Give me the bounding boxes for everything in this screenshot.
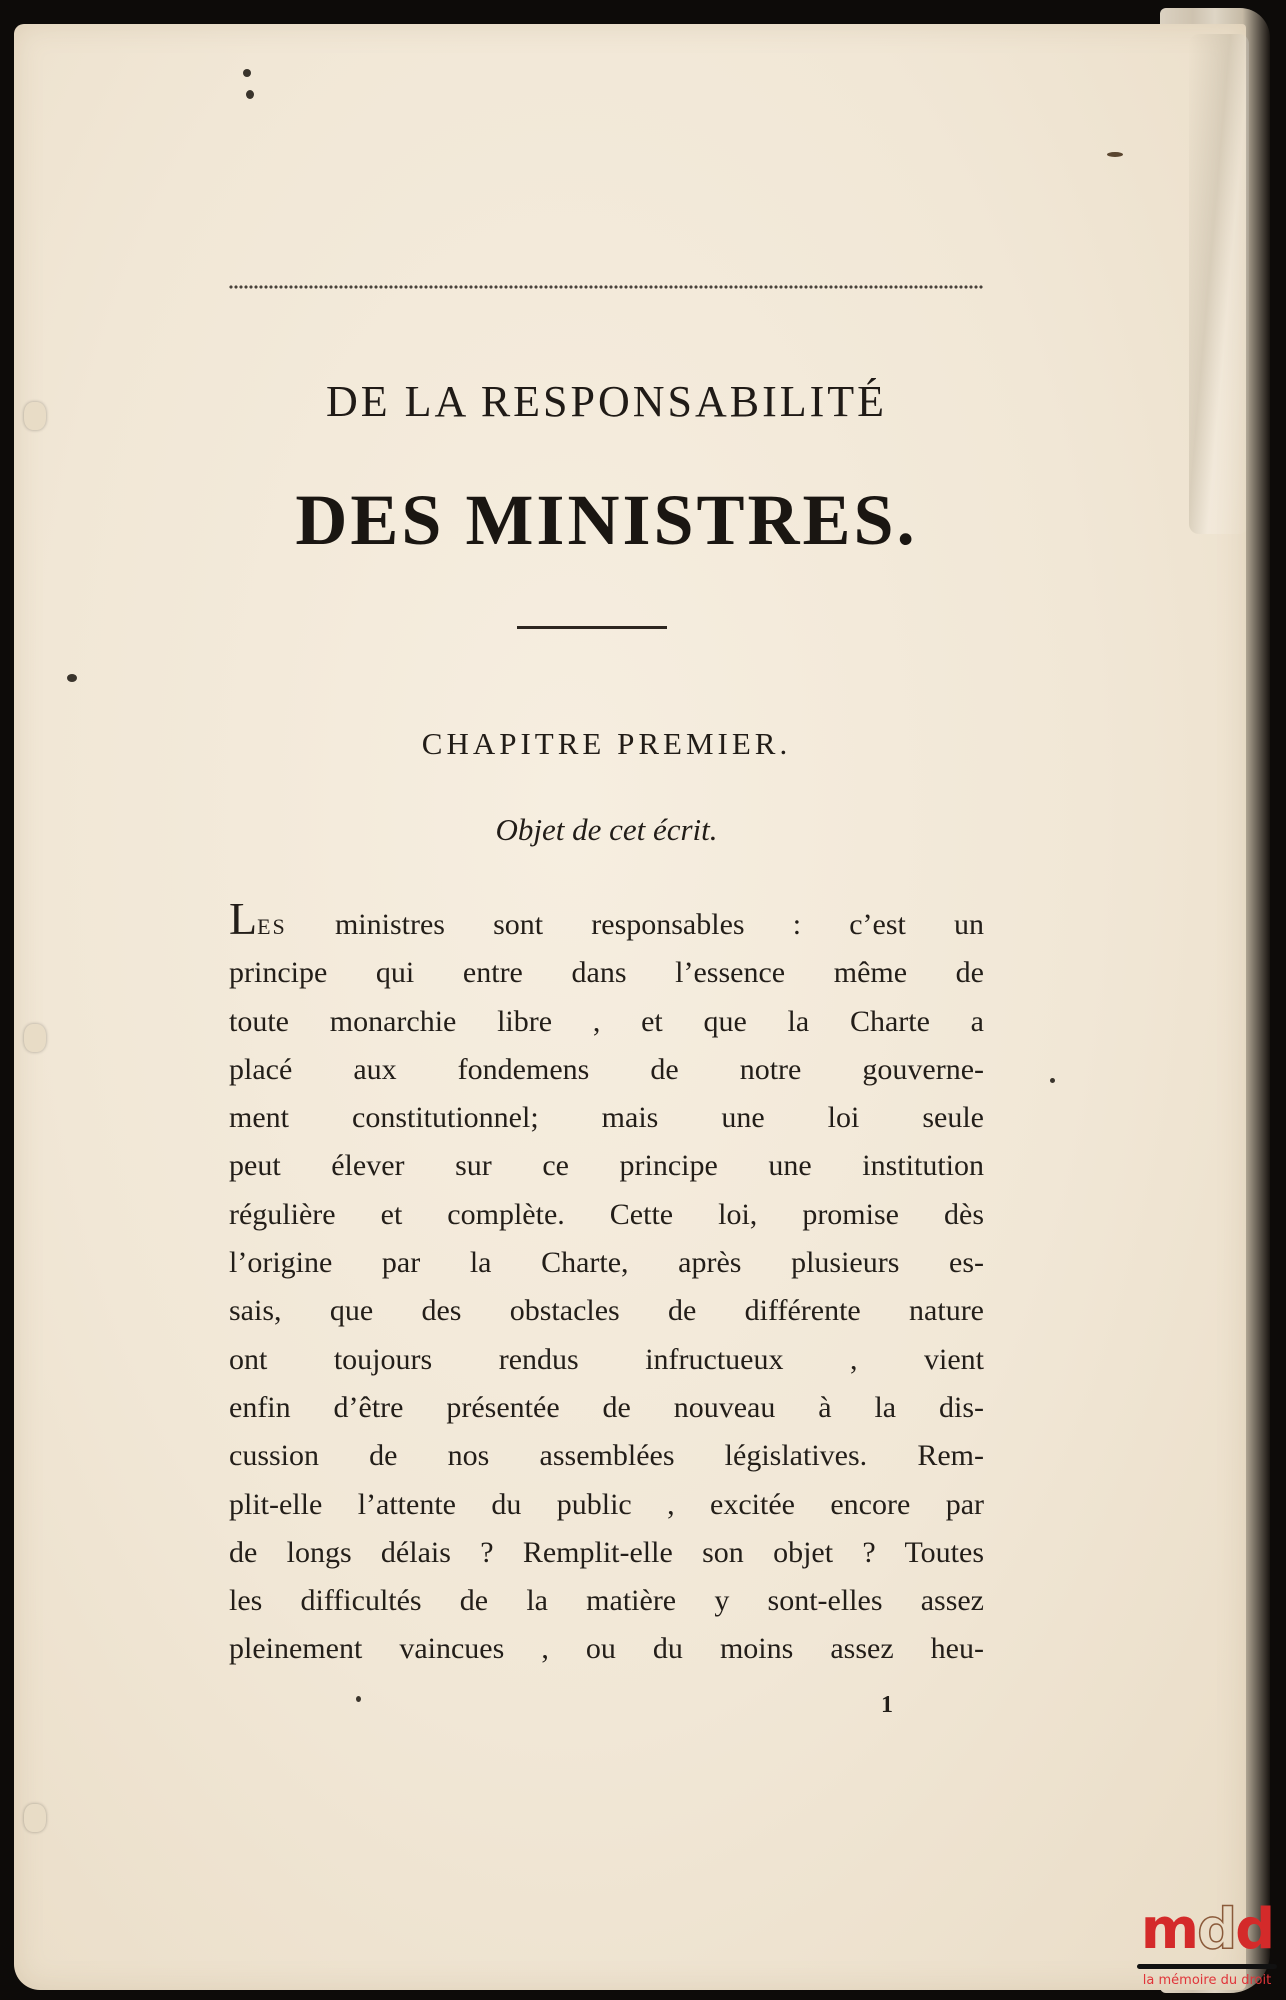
ink-speck (1050, 1078, 1055, 1083)
body-line: sais, que des obstacles de différente nature (229, 1294, 984, 1328)
body-line: placé aux fondemens de notre gouverne- (229, 1052, 984, 1086)
body-line: plit-elle l’attente du public , excitée encore par (229, 1487, 984, 1521)
binding-thread-mark (24, 1024, 46, 1052)
body-line: l’origine par la Charte, après plusieurs es- (229, 1246, 984, 1280)
body-line: peut élever sur ce principe une institution (229, 1149, 984, 1183)
title-line-1: DE LA RESPONSABILITÉ (325, 377, 888, 426)
body-line: pleinement vaincues , ou du moins assez heu- (229, 1632, 984, 1666)
title-line-2: DES MINISTRES. (295, 480, 918, 560)
watermark-tagline: la mémoire du droit (1142, 1973, 1272, 1988)
body-line: ont toujours rendus infructueux , vient (229, 1342, 984, 1376)
body-line: cussion de nos assemblées législatives. Rem- (229, 1439, 984, 1473)
mdd-logo: mdd (1140, 1897, 1274, 1962)
body-line: les difficultés de la matière y sont-elles assez (229, 1584, 984, 1618)
body-line: de longs délais ? Remplit-elle son objet ? Toutes (229, 1535, 984, 1569)
ink-speck (356, 1696, 361, 1702)
page-paper (14, 24, 1246, 1990)
body-line: enfin d’être présentée de nouveau à la dis- (229, 1390, 984, 1424)
title-separator-rule (517, 626, 667, 629)
drop-cap: L (229, 893, 258, 944)
body-line: régulière et complète. Cette loi, promise dès (229, 1197, 984, 1231)
body-line: toute monarchie libre , et que la Charte a (229, 1004, 984, 1038)
signature-mark: 1 (881, 1692, 893, 1718)
binding-thread-mark (24, 402, 46, 430)
small-caps: ES (257, 914, 287, 939)
ink-speck (243, 69, 251, 77)
mdd-watermark (1128, 1897, 1286, 2000)
ornamental-wavy-rule (229, 282, 984, 292)
ink-speck (246, 90, 254, 99)
body-line: LES ministres sont responsables : c’est un (229, 893, 984, 944)
ink-speck (1107, 152, 1123, 157)
body-line: principe qui entre dans l’essence même de (229, 956, 984, 990)
chapter-subtitle: Objet de cet écrit. (495, 812, 718, 847)
binding-thread-mark (24, 1804, 46, 1832)
page-fold (1189, 34, 1249, 534)
body-text (229, 893, 984, 1674)
chapter-heading: CHAPITRE PREMIER. (421, 726, 792, 761)
logo-underline (1137, 1964, 1277, 1969)
body-line: ment constitutionnel; mais une loi seule (229, 1101, 984, 1135)
ink-speck (67, 674, 77, 682)
